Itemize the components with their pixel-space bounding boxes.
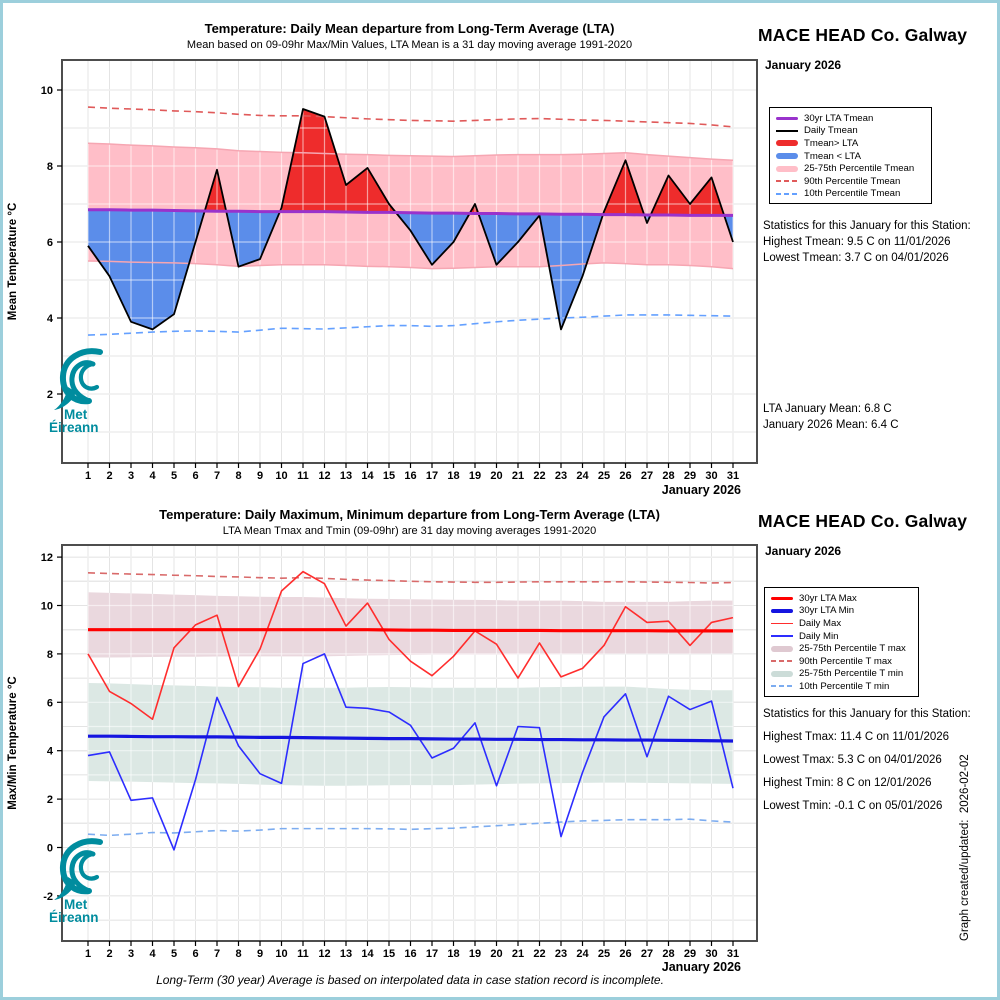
footer-note: Long-Term (30 year) Average is based on interpolated data in case station record is incomplete. [156, 973, 664, 987]
x-tick-label: 9 [256, 470, 264, 482]
legend-label: 25-75th Percentile Tmean [804, 163, 915, 175]
chart-title: Temperature: Daily Maximum, Minimum departure from Long-Term Average (LTA) [159, 507, 660, 522]
legend-label: 90th Percentile T max [799, 655, 892, 667]
x-tick-label: 7 [213, 948, 221, 960]
y-tick-label: 8 [46, 648, 53, 661]
stat-line: Statistics for this January for this Station: [763, 708, 971, 720]
y-tick-label: 10 [40, 600, 53, 613]
tmax-tmin-legend [764, 587, 919, 697]
stat-line: Highest Tmean: 9.5 C on 11/01/2026 [763, 236, 951, 248]
x-tick-label: 25 [597, 470, 611, 482]
legend-item [771, 630, 913, 643]
x-tick-label: 29 [683, 948, 697, 960]
legend-swatch-dash [771, 660, 793, 662]
legend-item [771, 605, 913, 618]
y-tick-label: 6 [46, 237, 53, 249]
x-tick-label: 26 [619, 948, 632, 960]
x-tick-label: 16 [404, 948, 417, 960]
legend-item [776, 137, 926, 150]
legend-label: 25-75th Percentile T min [799, 668, 904, 680]
x-tick-label: 29 [683, 470, 697, 482]
x-tick-label: 23 [554, 470, 568, 482]
x-tick-label: 16 [404, 470, 417, 482]
x-tick-label: 27 [640, 948, 654, 960]
y-axis-label: Max/Min Temperature °C [7, 676, 19, 810]
legend-label: 10th Percentile Tmean [804, 188, 901, 200]
x-tick-label: 19 [468, 470, 482, 482]
x-axis-label: January 2026 [661, 960, 741, 974]
stat-line: January 2026 Mean: 6.4 C [763, 419, 899, 431]
legend-label: Tmean> LTA [804, 137, 859, 149]
legend-item [776, 150, 926, 163]
legend-item [771, 668, 913, 681]
y-axis-label: Mean Temperature °C [7, 202, 19, 321]
legend-item [776, 125, 926, 138]
x-tick-label: 24 [576, 470, 589, 482]
x-tick-label: 4 [149, 470, 156, 482]
hurricane-spiral-icon [54, 837, 116, 901]
legend-item [771, 617, 913, 630]
legend-item [771, 680, 913, 693]
x-tick-label: 22 [533, 470, 546, 482]
x-tick-label: 13 [339, 470, 353, 482]
tmax-tmin-statistics [763, 703, 971, 818]
legend-label: Tmean < LTA [804, 150, 861, 162]
x-tick-label: 17 [425, 470, 439, 482]
legend-swatch-thick [771, 609, 793, 613]
y-tick-label: 6 [46, 697, 53, 710]
x-tick-label: 20 [490, 470, 503, 482]
logo-text-met: Met [64, 407, 88, 422]
y-tick-label: 10 [40, 85, 53, 97]
legend-label: 25-75th Percentile T max [799, 643, 906, 655]
legend-item [771, 655, 913, 668]
station-title: MACE HEAD Co. Galway [758, 511, 968, 531]
x-tick-label: 27 [640, 470, 654, 482]
x-tick-label: 24 [576, 948, 589, 960]
y-tick-label: 4 [46, 313, 53, 325]
legend-swatch-thick [776, 117, 798, 121]
legend-swatch-dash [776, 193, 798, 195]
legend-swatch-band [776, 153, 798, 159]
y-tick-label: 4 [46, 745, 53, 758]
legend-swatch-band [771, 671, 793, 677]
legend-item [776, 175, 926, 188]
y-tick-label: 0 [46, 842, 53, 855]
x-tick-label: 14 [361, 470, 374, 482]
legend-swatch-dash [776, 180, 798, 182]
legend-label: 30yr LTA Min [799, 605, 855, 617]
x-tick-label: 1 [84, 470, 92, 482]
x-tick-label: 30 [705, 470, 718, 482]
stat-line: Lowest Tmin: -0.1 C on 05/01/2026 [763, 800, 943, 812]
x-tick-label: 4 [149, 948, 156, 960]
x-tick-label: 15 [382, 470, 396, 482]
logo-text-eireann: Éireann [49, 420, 99, 435]
x-tick-label: 30 [705, 948, 718, 960]
legend-label: 30yr LTA Tmean [804, 112, 874, 124]
legend-swatch-dash [771, 685, 793, 687]
chart-subtitle: Mean based on 09-09hr Max/Min Values, LTA Mean is a 31 day moving average 1991-2020 [186, 39, 633, 51]
x-tick-label: 11 [297, 470, 309, 482]
y-tick-label: 8 [46, 161, 53, 173]
legend-swatch-line [771, 623, 793, 625]
logo-text-eireann: Éireann [49, 910, 99, 925]
legend-item [776, 162, 926, 175]
legend-label: 30yr LTA Max [799, 592, 857, 604]
graph-created-timestamp: Graph created/updated: 2026-02-02 [959, 754, 971, 941]
x-tick-label: 5 [170, 470, 178, 482]
x-tick-label: 21 [511, 470, 525, 482]
met-eireann-logo [48, 347, 134, 435]
legend-label: Daily Max [799, 617, 842, 629]
stat-line: Lowest Tmax: 5.3 C on 04/01/2026 [763, 754, 942, 766]
x-tick-label: 25 [597, 948, 611, 960]
x-tick-label: 18 [447, 948, 460, 960]
legend-swatch-thick [771, 597, 793, 601]
series-line [88, 630, 733, 631]
x-tick-label: 15 [382, 948, 396, 960]
legend-swatch-line [776, 130, 798, 132]
stat-line: Statistics for this January for this Station: [763, 220, 971, 232]
tmean-statistics [763, 218, 971, 266]
x-tick-label: 12 [318, 470, 331, 482]
x-tick-label: 7 [213, 470, 221, 482]
legend-swatch-band [776, 140, 798, 146]
y-tick-label: 12 [40, 552, 53, 565]
chart-subtitle: LTA Mean Tmax and Tmin (09-09hr) are 31 day moving averages 1991-2020 [222, 525, 597, 537]
x-tick-label: 28 [662, 948, 675, 960]
x-tick-label: 8 [235, 948, 242, 960]
stat-line: LTA January Mean: 6.8 C [763, 403, 892, 415]
x-tick-label: 3 [127, 948, 135, 960]
x-tick-label: 23 [554, 948, 568, 960]
x-tick-label: 14 [361, 948, 374, 960]
legend-item [776, 112, 926, 125]
x-tick-label: 10 [275, 470, 288, 482]
x-axis-label: January 2026 [661, 483, 741, 497]
legend-label: Daily Tmean [804, 125, 858, 137]
legend-label: 90th Percentile Tmean [804, 175, 901, 187]
x-tick-label: 6 [192, 470, 199, 482]
logo-text-met: Met [64, 897, 88, 912]
x-tick-label: 19 [468, 948, 482, 960]
x-tick-label: 3 [127, 470, 135, 482]
x-tick-label: 17 [425, 948, 439, 960]
station-title: MACE HEAD Co. Galway [758, 25, 968, 45]
x-tick-label: 2 [106, 470, 113, 482]
x-tick-label: 31 [726, 470, 740, 482]
stat-line: Lowest Tmean: 3.7 C on 04/01/2026 [763, 252, 949, 264]
tmean-monthly-means [763, 401, 899, 433]
report-month: January 2026 [765, 58, 842, 72]
x-tick-label: 10 [275, 948, 288, 960]
y-tick-label: -2 [43, 890, 53, 903]
report-month: January 2026 [765, 544, 842, 558]
y-tick-label: 2 [46, 389, 53, 401]
stat-line: Highest Tmax: 11.4 C on 11/01/2026 [763, 731, 950, 743]
legend-item [771, 592, 913, 605]
x-tick-label: 9 [256, 948, 264, 960]
legend-label: Daily Min [799, 630, 839, 642]
x-tick-label: 8 [235, 470, 242, 482]
x-tick-label: 5 [170, 948, 178, 960]
y-tick-label: 2 [46, 794, 53, 807]
x-tick-label: 18 [447, 470, 460, 482]
legend-swatch-line [771, 635, 793, 637]
stat-line: Highest Tmin: 8 C on 12/01/2026 [763, 777, 932, 789]
chart-title: Temperature: Daily Mean departure from Long-Term Average (LTA) [204, 21, 615, 36]
x-tick-label: 12 [318, 948, 331, 960]
tmean-legend [769, 107, 932, 204]
x-tick-label: 20 [490, 948, 503, 960]
x-tick-label: 11 [297, 948, 309, 960]
legend-swatch-band [771, 646, 793, 652]
x-tick-label: 31 [726, 948, 740, 960]
x-tick-label: 26 [619, 470, 632, 482]
x-tick-label: 22 [533, 948, 546, 960]
met-eireann-logo [48, 837, 134, 925]
legend-item [776, 188, 926, 201]
x-tick-label: 1 [84, 948, 92, 960]
legend-swatch-band [776, 166, 798, 172]
x-tick-label: 13 [339, 948, 353, 960]
legend-label: 10th Percentile T min [799, 680, 890, 692]
x-tick-label: 2 [106, 948, 113, 960]
x-tick-label: 6 [192, 948, 199, 960]
x-tick-label: 21 [511, 948, 525, 960]
hurricane-spiral-icon [54, 347, 116, 411]
x-tick-label: 28 [662, 470, 675, 482]
legend-item [771, 642, 913, 655]
